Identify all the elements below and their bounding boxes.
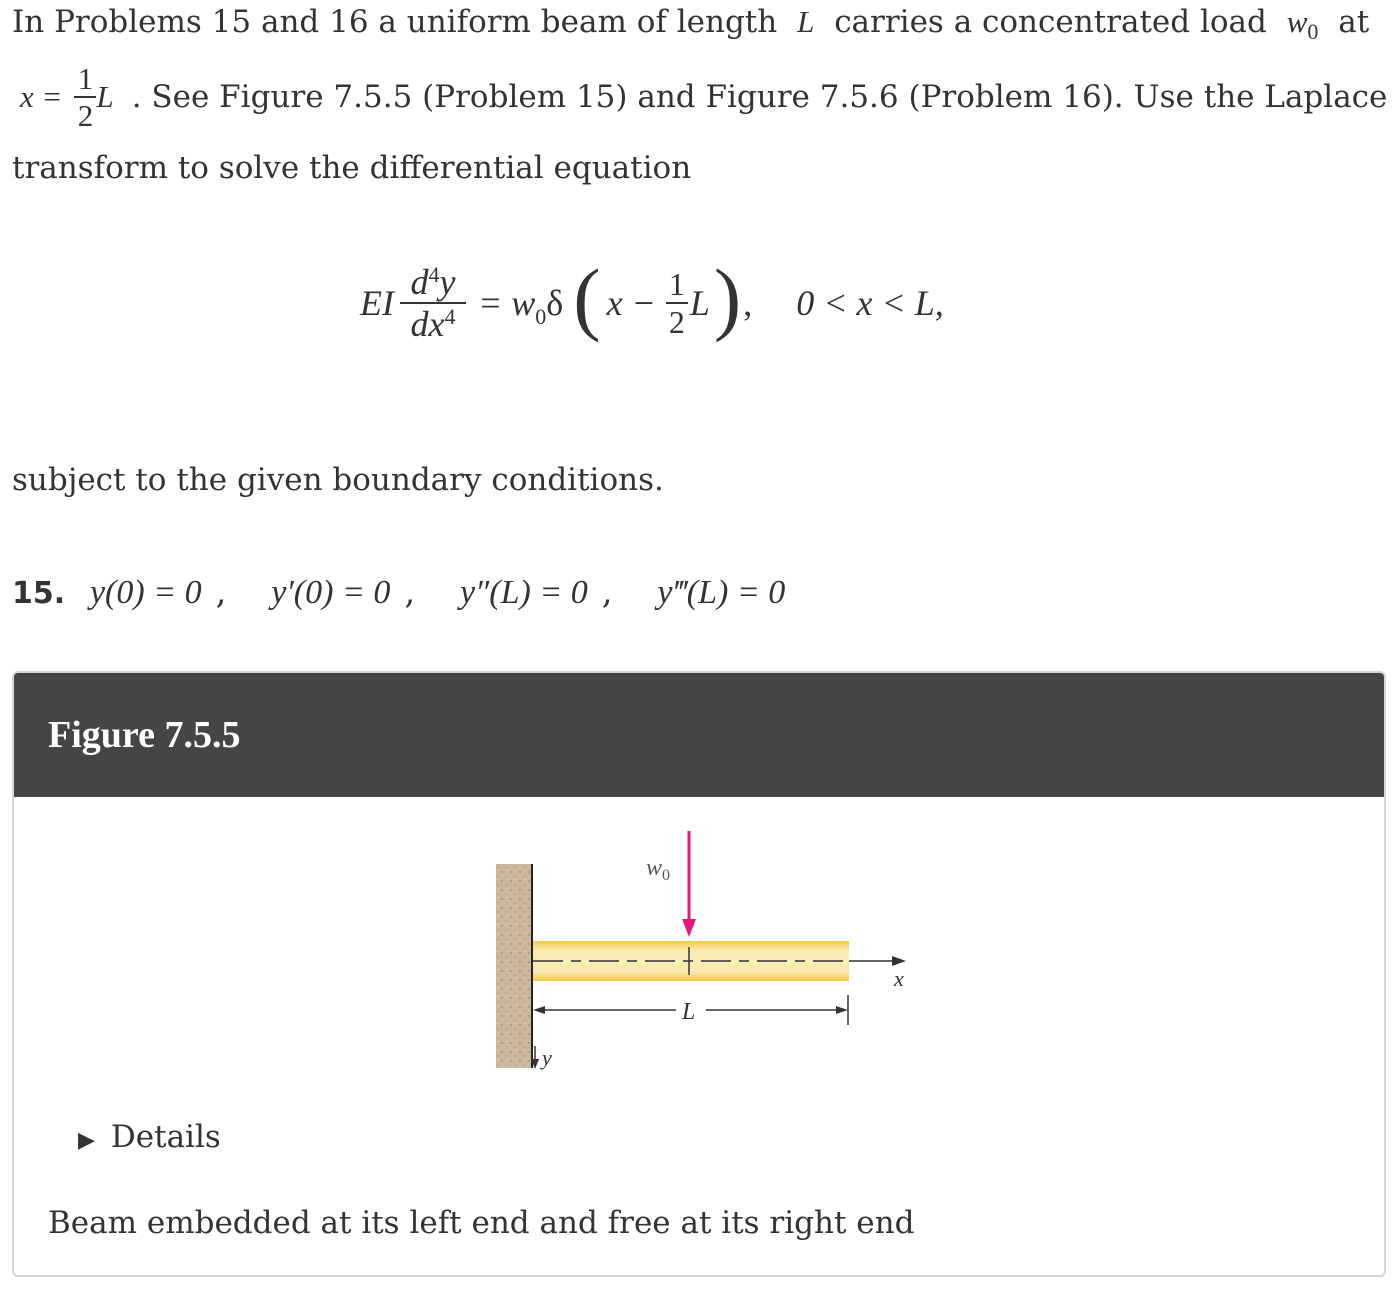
eq-derivative-denominator	[410, 306, 455, 342]
length-arrowhead-left	[533, 1006, 545, 1014]
eq-derivative-fraction	[400, 264, 466, 342]
intro-text-3: at	[1338, 4, 1370, 40]
x-axis-label: x	[894, 966, 904, 991]
subject-text: subject to the given boundary conditions.	[12, 462, 664, 498]
var-L-2: L	[96, 79, 114, 114]
intro-line-3: transform to solve the differential equation	[12, 150, 692, 186]
eq-equals-w: = w	[477, 283, 536, 323]
intro-text-4: . See Figure 7.5.5 (Problem 15) and Figure 7.5.6 (Problem 16). Use the Laplace	[131, 79, 1388, 115]
bc-separator-2: ,	[404, 572, 416, 612]
load-arrow-head	[682, 919, 696, 937]
figure-header	[14, 673, 1384, 797]
problem-15	[12, 572, 785, 614]
eq-y: y	[439, 262, 456, 302]
intro-text-2: carries a concentrated load	[834, 4, 1267, 40]
eq-d: d	[410, 262, 429, 302]
disclosure-triangle-icon: ▶	[78, 1128, 95, 1153]
differential-equation	[360, 248, 944, 358]
boundary-condition-3: y″(L) = 0	[460, 574, 588, 611]
bc-separator-1: ,	[215, 572, 227, 612]
eq-x-minus: x −	[606, 283, 656, 323]
x-axis-arrowhead	[892, 956, 906, 966]
eq-half-fraction	[666, 268, 688, 338]
eq-delta: δ	[546, 283, 564, 323]
eq-L: L	[689, 283, 710, 323]
load-label-w: w	[646, 855, 663, 881]
details-toggle[interactable]	[78, 1119, 221, 1155]
eq-EI: EI	[360, 283, 394, 323]
bc-separator-3: ,	[601, 572, 613, 612]
eq-right-paren: )	[713, 252, 742, 343]
boundary-condition-1: y(0) = 0	[89, 574, 202, 611]
load-label-subscript: 0	[662, 867, 671, 884]
wall	[496, 864, 532, 1068]
y-axis-label: y	[542, 1045, 552, 1070]
eq-w-subscript: 0	[535, 304, 547, 329]
fraction-one-half	[74, 63, 96, 131]
eq-half-denominator: 2	[668, 304, 685, 340]
eq-half-numerator: 1	[668, 266, 685, 302]
figure-caption: Beam embedded at its left end and free at its right end	[48, 1205, 915, 1241]
problem-number: 15.	[12, 576, 66, 611]
figure-card	[12, 671, 1386, 1277]
intro-line-2	[20, 52, 1387, 142]
length-arrowhead-right	[836, 1006, 848, 1014]
eq-comma: ,	[743, 283, 753, 323]
x-equals: x =	[20, 79, 63, 114]
length-label: L	[682, 999, 696, 1025]
eq-dx: dx	[410, 304, 445, 344]
boundary-condition-2: y′(0) = 0	[271, 574, 391, 611]
intro-text-1: In Problems 15 and 16 a uniform beam of length	[12, 4, 778, 40]
eq-derivative-numerator	[410, 264, 455, 300]
figure-title: Figure 7.5.5	[48, 714, 241, 756]
boundary-condition-4: y‴(L) = 0	[657, 574, 786, 611]
details-label: Details	[110, 1119, 221, 1155]
fraction-numerator: 1	[77, 61, 94, 96]
fraction-denominator: 2	[77, 98, 94, 133]
var-L: L	[797, 4, 815, 39]
eq-domain: 0 < x < L,	[796, 283, 944, 323]
load-label	[646, 855, 670, 884]
var-w-subscript: 0	[1307, 19, 1319, 45]
intro-line-1	[12, 2, 1369, 52]
beam-diagram	[14, 797, 1386, 1237]
eq-left-paren: (	[573, 252, 601, 343]
eq-power-4: 4	[428, 262, 440, 287]
eq-power-4-den: 4	[444, 304, 456, 329]
var-w: w	[1286, 4, 1308, 39]
